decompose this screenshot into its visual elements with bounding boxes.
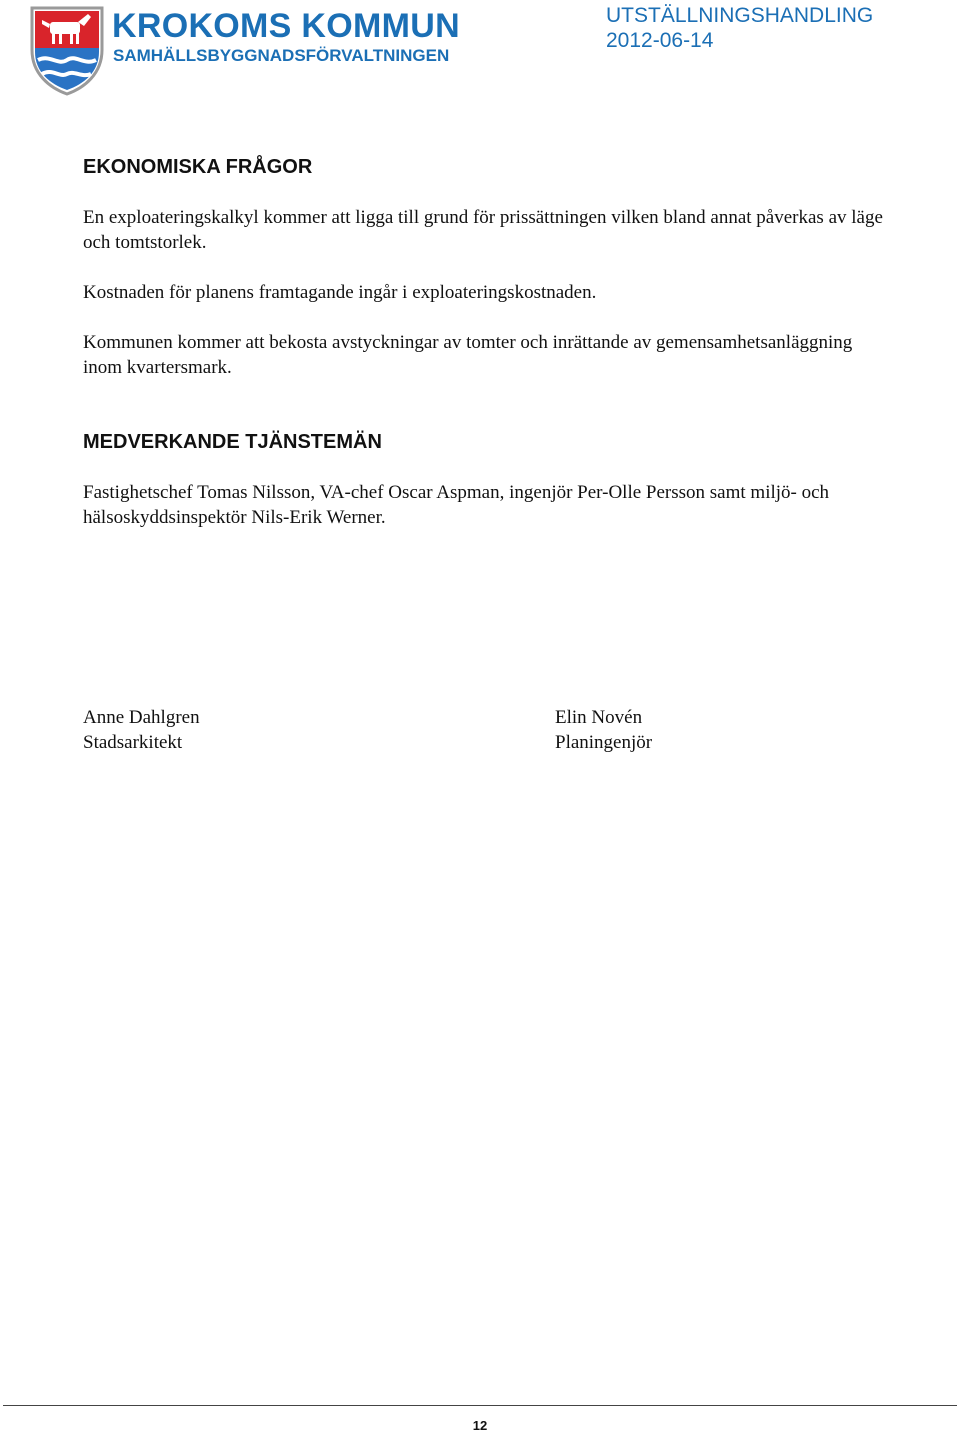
document-type: UTSTÄLLNINGSHANDLING <box>606 4 874 27</box>
signature-name: Anne Dahlgren <box>83 707 200 728</box>
signature-title: Stadsarkitekt <box>83 732 183 753</box>
section-heading-economic: EKONOMISKA FRÅGOR <box>83 156 313 178</box>
signature-name: Elin Novén <box>555 707 643 728</box>
paragraph-economic-2: Kostnaden för planens framtagande ingår i exploateringskostnaden. <box>83 282 597 303</box>
paragraph-staff-1: Fastighetschef Tomas Nilsson, VA-chef Oscar Aspman, ingenjör Per-Olle Persson samt miljö- och hälsoskyddsinspektör Nils-Erik Werner. <box>83 482 830 528</box>
signature-title: Planingenjör <box>555 732 653 753</box>
organization-name: KROKOMS KOMMUN <box>112 7 460 45</box>
municipal-coat-of-arms-icon <box>28 4 106 96</box>
department-name: SAMHÄLLSBYGGNADSFÖRVALTNINGEN <box>113 46 450 65</box>
signature-block-left <box>83 705 200 755</box>
paragraph-economic-3: Kommunen kommer att bekosta avstyckningar av tomter och inrättande av gemensamhetsanläggning inom kvartersmark. <box>83 332 853 378</box>
section-heading-staff: MEDVERKANDE TJÄNSTEMÄN <box>83 431 382 453</box>
footer-divider <box>3 1405 957 1406</box>
paragraph-economic-1: En exploateringskalkyl kommer att ligga till grund för prissättningen vilken bland annat påverkas av läge och tomtstorlek. <box>83 207 883 253</box>
document-date: 2012-06-14 <box>606 29 714 52</box>
signature-block-right <box>555 705 652 755</box>
page-number: 12 <box>472 1418 488 1433</box>
